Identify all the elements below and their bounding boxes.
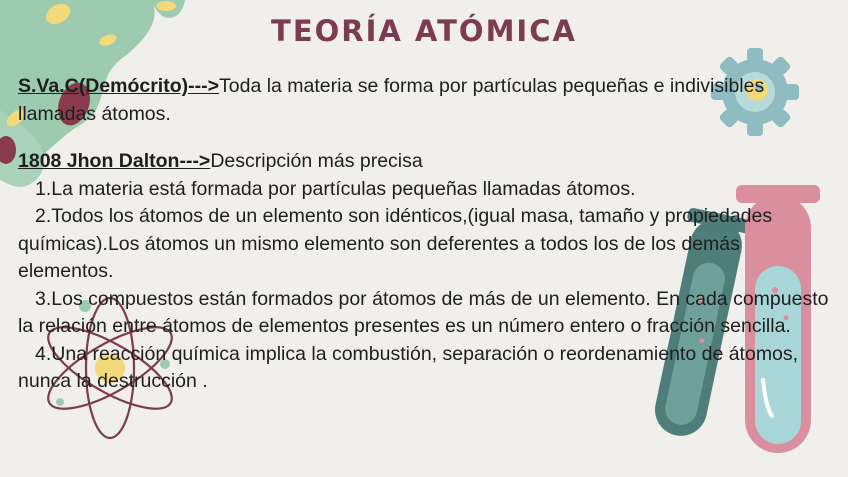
paragraph-dalton	[18, 148, 830, 176]
list-item: 3.Los compuestos están formados por átomos de más de un elemento. En cada compuesto la relación entre átomos de elementos presentes es un número entero o fracción sencilla.	[18, 287, 829, 337]
dalton-heading: 1808 Jhon Dalton--->	[18, 150, 211, 172]
list-item: 4.Una reacción química implica la combustión, separación o reordenamiento de átomos, nunca la destrucción .	[18, 342, 799, 392]
democritus-text: Toda la materia se forma por partículas pequeñas e indivisibles llamadas átomos.	[18, 75, 765, 125]
democritus-heading: S.Va.C(Demócrito)--->	[18, 75, 219, 97]
page-title: TEORÍA ATÓMICA	[271, 14, 577, 48]
paragraph-democritus	[18, 73, 830, 128]
dalton-intro: Descripción más precisa	[210, 150, 423, 172]
list-item: 1.La materia está formada por partículas pequeñas llamadas átomos.	[35, 177, 636, 200]
main-content	[18, 73, 830, 396]
list-item: 2.Todos los átomos de un elemento son idénticos,(igual masa, tamaño y propiedades químicas).Los átomos un mismo elemento son deferentes a todos los de los demás elementos.	[18, 205, 773, 282]
